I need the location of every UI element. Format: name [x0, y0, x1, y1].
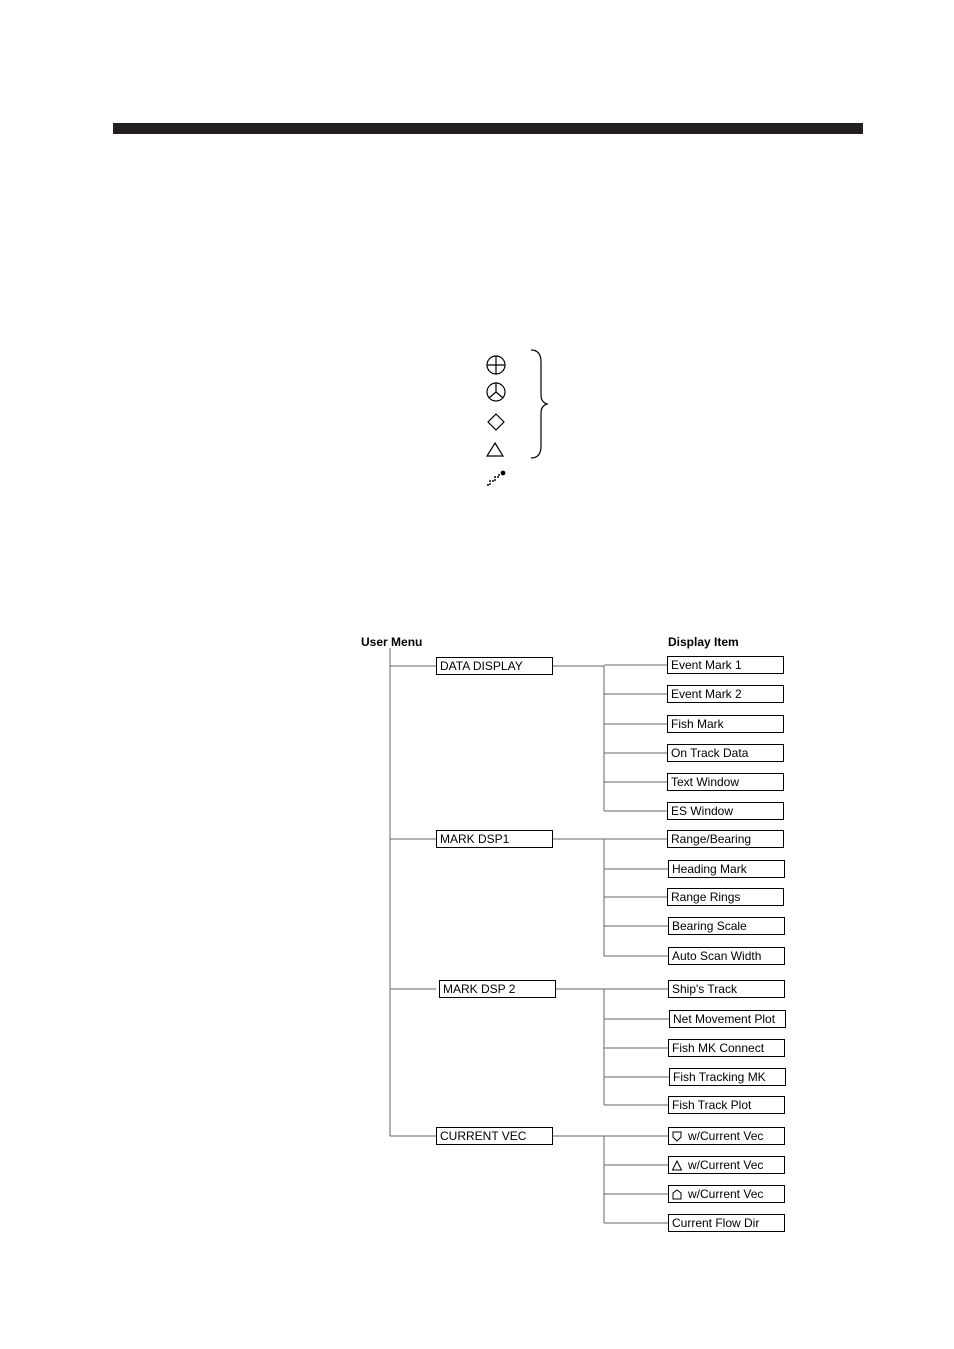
user-menu-header: User Menu — [361, 635, 423, 649]
display-item-label: w/Current Vec — [688, 1129, 764, 1143]
display-item-label: On Track Data — [671, 746, 749, 760]
display-item-label: Auto Scan Width — [672, 949, 762, 963]
display-item-label: Fish Track Plot — [672, 1098, 752, 1112]
menu-group-data-display[interactable] — [436, 657, 553, 675]
menu-group-label: MARK DSP1 — [440, 832, 510, 846]
display-item-label: Fish Mark — [671, 717, 724, 731]
display-item-label: Ship's Track — [672, 982, 737, 996]
display-item-fish-mk-connect[interactable] — [668, 1039, 785, 1057]
display-item-header: Display Item — [668, 635, 739, 649]
crosshair-circle-icon — [487, 356, 505, 374]
menu-group-label: MARK DSP 2 — [443, 982, 516, 996]
display-item-fish-track-plot[interactable] — [668, 1096, 785, 1114]
display-item-range-bearing[interactable] — [667, 830, 784, 848]
house-icon — [672, 1189, 682, 1200]
display-item-current-flow-dir[interactable] — [668, 1214, 785, 1232]
shield-icon — [672, 1131, 682, 1142]
display-item-label: Current Flow Dir — [672, 1216, 760, 1230]
display-item-label: w/Current Vec — [688, 1187, 764, 1201]
display-item-label: Event Mark 2 — [671, 687, 742, 701]
display-item-text-window[interactable] — [667, 773, 784, 791]
display-item-ship-s-track[interactable] — [668, 980, 785, 998]
diamond-icon — [488, 414, 504, 430]
display-item-heading-mark[interactable] — [668, 860, 785, 878]
display-item-label: Range Rings — [671, 890, 741, 904]
display-item-on-track-data[interactable] — [667, 744, 784, 762]
display-item-event-mark-2[interactable] — [667, 685, 784, 703]
menu-group-mark-dsp1[interactable] — [436, 830, 553, 848]
display-item-auto-scan-width[interactable] — [668, 947, 785, 965]
menu-group-label: CURRENT VEC — [440, 1129, 527, 1143]
track-end-icon — [487, 471, 505, 485]
display-item-label: Bearing Scale — [672, 919, 747, 933]
mark-symbols-group — [470, 340, 560, 490]
display-item-label: Fish MK Connect — [672, 1041, 765, 1055]
display-item-fish-mark[interactable] — [667, 715, 784, 733]
display-item-net-movement-plot[interactable] — [669, 1010, 786, 1028]
display-item-label: Net Movement Plot — [673, 1012, 776, 1026]
display-item-label: Fish Tracking MK — [673, 1070, 766, 1084]
menu-group-mark-dsp-2[interactable] — [439, 980, 556, 998]
display-item-es-window[interactable] — [667, 802, 784, 820]
display-item-bearing-scale[interactable] — [668, 917, 785, 935]
display-item-label: Event Mark 1 — [671, 658, 742, 672]
triangle-icon — [672, 1160, 682, 1171]
top-rule — [113, 123, 863, 134]
display-item-w-current-vec[interactable] — [668, 1185, 785, 1203]
brace — [531, 350, 547, 458]
display-item-label: Heading Mark — [672, 862, 747, 876]
triangle-icon — [487, 443, 503, 456]
menu-group-label: DATA DISPLAY — [440, 659, 523, 673]
display-item-label: Text Window — [671, 775, 740, 789]
display-item-w-current-vec[interactable] — [668, 1127, 785, 1145]
display-item-w-current-vec[interactable] — [668, 1156, 785, 1174]
display-item-fish-tracking-mk[interactable] — [669, 1068, 786, 1086]
display-item-label: Range/Bearing — [671, 832, 752, 846]
display-item-event-mark-1[interactable] — [667, 656, 784, 674]
display-item-label: w/Current Vec — [688, 1158, 764, 1172]
peace-circle-icon — [487, 383, 505, 401]
display-item-range-rings[interactable] — [667, 888, 784, 906]
menu-group-current-vec[interactable] — [436, 1127, 553, 1145]
display-item-label: ES Window — [671, 804, 734, 818]
